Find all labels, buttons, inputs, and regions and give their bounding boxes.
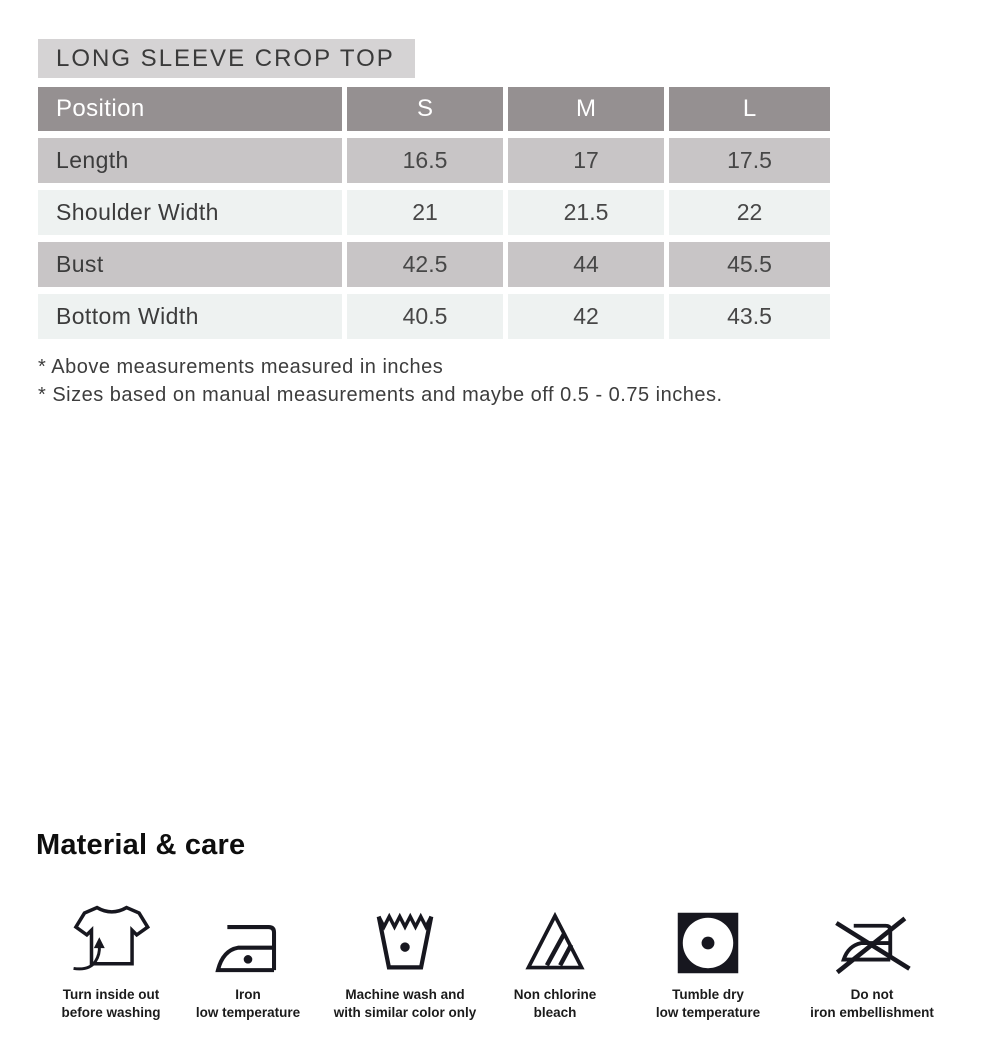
row-label-shoulder-width: Shoulder Width (38, 190, 342, 235)
care-label: Turn inside out before washing (61, 987, 161, 1020)
cell-shoulder-m: 21.5 (508, 190, 664, 235)
header-cell-l: L (669, 87, 830, 131)
row-label-bottom-width: Bottom Width (38, 294, 342, 339)
note-tolerance: * Sizes based on manual measurements and maybe off 0.5 - 0.75 inches. (38, 384, 723, 406)
cell-bottom-m: 42 (508, 294, 664, 339)
cell-length-m: 17 (508, 138, 664, 183)
cell-bust-l: 45.5 (669, 242, 830, 287)
row-label-bust: Bust (38, 242, 342, 287)
measurement-notes (38, 353, 723, 409)
do-not-iron-icon (784, 896, 960, 976)
header-cell-m: M (508, 87, 664, 131)
iron-low-temperature-icon (160, 896, 336, 976)
product-title-text: LONG SLEEVE CROP TOP (56, 44, 395, 72)
cell-shoulder-l: 22 (669, 190, 830, 235)
cell-bottom-s: 40.5 (347, 294, 503, 339)
size-table (38, 87, 830, 339)
product-title (38, 39, 415, 78)
care-label: Iron low temperature (195, 987, 301, 1020)
header-cell-s: S (347, 87, 503, 131)
cell-shoulder-s: 21 (347, 190, 503, 235)
care-item-do-not-iron (784, 896, 960, 1022)
material-care-heading: Material & care (36, 829, 246, 861)
cell-length-s: 16.5 (347, 138, 503, 183)
care-label: Non chlorine bleach (513, 987, 597, 1020)
cell-bust-s: 42.5 (347, 242, 503, 287)
header-cell-position: Position (38, 87, 342, 131)
care-item-non-chlorine-bleach (467, 896, 643, 1022)
non-chlorine-bleach-icon (467, 896, 643, 976)
care-label: Tumble dry low temperature (655, 987, 761, 1020)
care-label: Machine wash and with similar color only (333, 987, 477, 1020)
tumble-dry-low-icon (620, 896, 796, 976)
cell-length-l: 17.5 (669, 138, 830, 183)
row-label-length: Length (38, 138, 342, 183)
cell-bottom-l: 43.5 (669, 294, 830, 339)
care-item-iron-low (160, 896, 336, 1022)
note-inches: * Above measurements measured in inches (38, 356, 444, 378)
care-label: Do not iron embellishment (810, 987, 934, 1020)
cell-bust-m: 44 (508, 242, 664, 287)
care-item-tumble-dry-low (620, 896, 796, 1022)
